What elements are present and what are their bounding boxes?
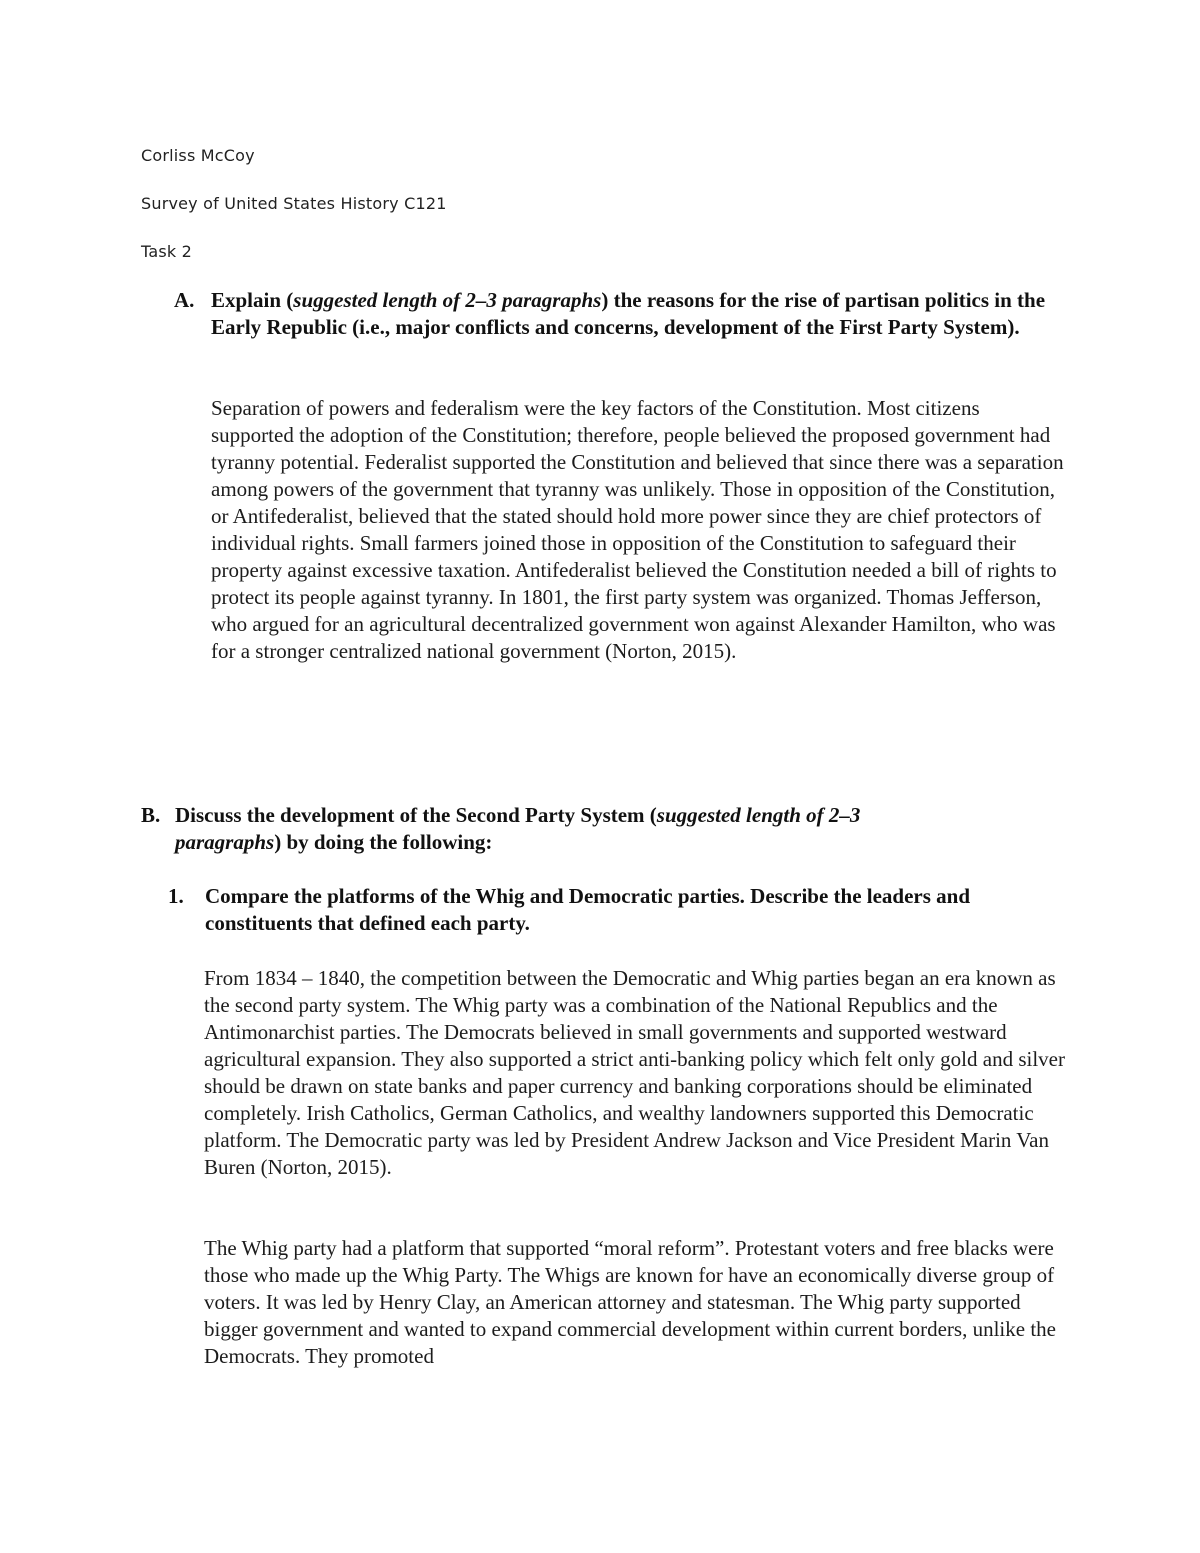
section-a-prompt-end: ) the reasons for the rise of partisan politics in the Early Republic (i.e., major conflicts and concerns, development of the First Party System). — [211, 288, 1046, 339]
section-b-prompt-text — [141, 802, 961, 856]
section-a-prompt — [174, 287, 1064, 341]
section-a-label: A. — [174, 288, 195, 312]
author-name: Corliss McCoy — [141, 146, 255, 165]
course-title: Survey of United States History C121 — [141, 194, 447, 213]
section-b-prompt-italic: suggested length of 2–3 paragraphs — [175, 803, 861, 854]
item-1-label: 1. — [168, 884, 184, 908]
section-a-prompt-start: Explain ( — [211, 288, 294, 312]
item-1-answer-paragraph-1: From 1834 – 1840, the competition between the Democratic and Whig parties began an era known as the second party system. The Whig party was a combination of the National Republics and the Antimonarchist parties. The Democrats believed in small governments and supported westward agricultural expansion. They also supported a strict anti-banking policy which felt only gold and silver should be drawn on state banks and paper currency and banking corporations should be eliminated completely. Irish Catholics, German Catholics, and wealthy landowners supported this Democratic platform. The Democratic party was led by President Andrew Jackson and Vice President Marin Van Buren (Norton, 2015). — [204, 966, 1065, 1179]
section-a-answer: Separation of powers and federalism were the key factors of the Constitution. Most citizens supported the adoption of the Constitution; therefore, people believed the proposed government had tyranny potential. Federalist supported the Constitution and believed that since there was a separation among powers of the government that tyranny was unlikely. Those in opposition of the Constitution, or Antifederalist, believed that the stated should hold more power since they are chief protectors of individual rights. Small farmers joined those in opposition of the Constitution to safeguard their property against excessive taxation. Antifederalist believed the Constitution needed a bill of rights to protect its people against tyranny. In 1801, the first party system was organized. Thomas Jefferson, who argued for an agricultural decentralized government won against Alexander Hamilton, who was for a stronger centralized national government (Norton, 2015). — [211, 396, 1064, 663]
section-a-prompt-italic: suggested length of 2–3 paragraphs — [293, 288, 602, 312]
section-b-prompt — [141, 802, 961, 856]
section-b-label: B. — [141, 803, 161, 827]
section-b-prompt-end: ) by doing the following: — [274, 830, 493, 854]
section-a-prompt-text — [174, 287, 1064, 341]
task-label: Task 2 — [141, 242, 192, 261]
item-1-prompt-text: Compare the platforms of the Whig and Democratic parties. Describe the leaders and constituents that defined each party. — [205, 884, 971, 935]
item-1-answer-paragraph-2: The Whig party had a platform that supported “moral reform”. Protestant voters and free blacks were those who made up the Whig Party. The Whigs are known for have an economically diverse group of voters. It was led by Henry Clay, an American attorney and statesman. The Whig party supported bigger government and wanted to expand commercial development within current borders, unlike the Democrats. They promoted — [204, 1236, 1056, 1368]
item-1-prompt — [168, 883, 1068, 937]
section-b-prompt-start: Discuss the development of the Second Party System ( — [175, 803, 657, 827]
